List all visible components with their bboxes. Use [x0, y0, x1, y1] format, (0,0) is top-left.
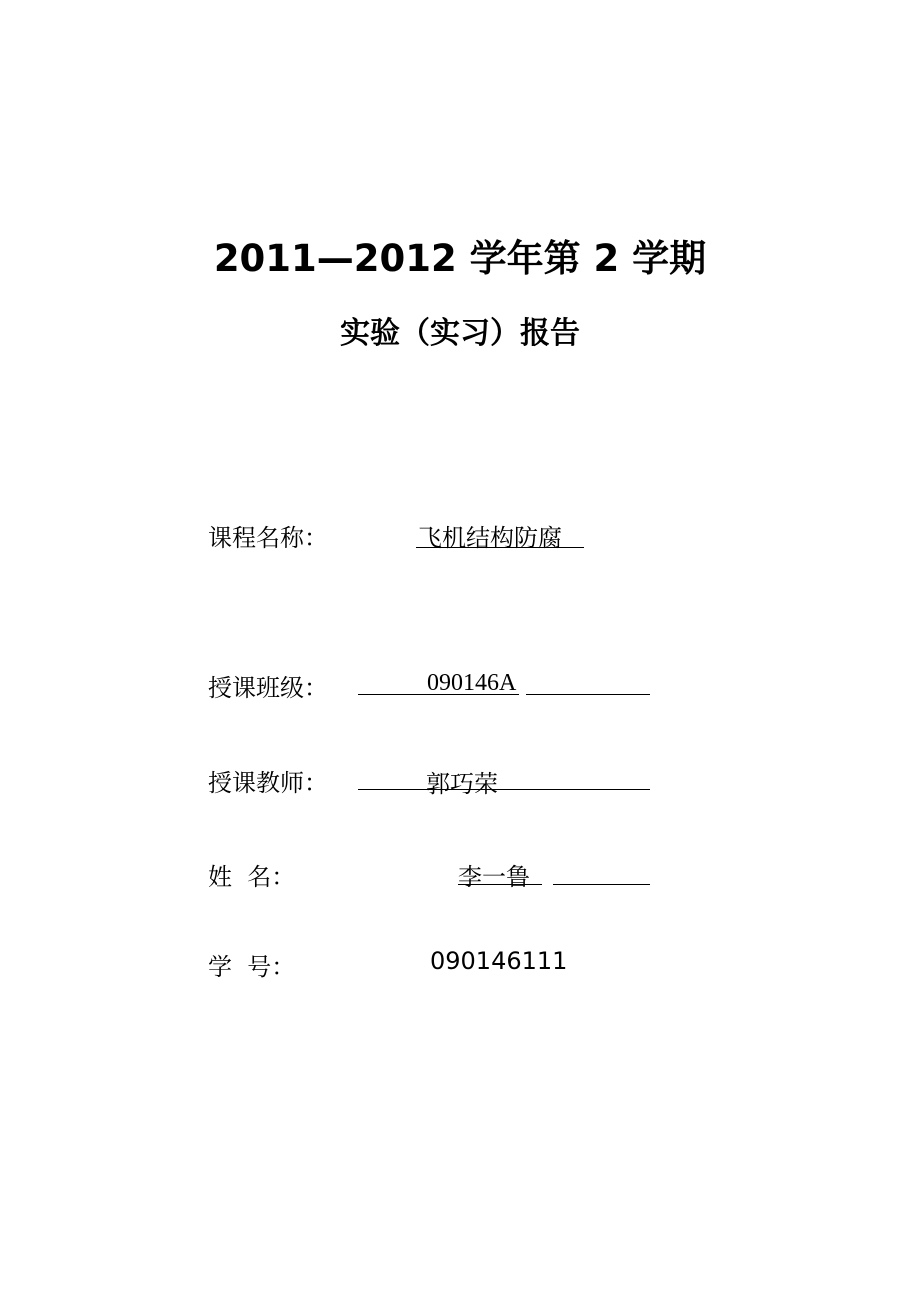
student-id-value: 090146111	[430, 947, 568, 975]
teacher-underline-left	[358, 789, 426, 790]
student-id-label: 学 号：	[208, 953, 296, 981]
term-title: 2011—2012 学年第 2 学期	[213, 237, 707, 280]
report-title: 实验（实习）报告	[340, 316, 580, 351]
class-underline-mid	[426, 694, 519, 695]
teacher-label: 授课教师：	[208, 769, 328, 797]
course-underline	[416, 547, 584, 548]
name-value: 李一鲁	[458, 863, 530, 891]
name-underline-left	[458, 884, 542, 885]
course-value: 飞机结构防腐	[418, 524, 562, 552]
class-value: 090146A	[427, 670, 517, 696]
name-underline-right	[553, 884, 650, 885]
name-label: 姓 名：	[208, 863, 296, 891]
class-label: 授课班级：	[208, 674, 328, 702]
class-underline-right	[526, 694, 650, 695]
course-label: 课程名称：	[208, 524, 328, 552]
teacher-value: 郭巧荣	[426, 770, 498, 798]
teacher-underline-right	[426, 789, 650, 790]
class-underline-left	[358, 694, 426, 695]
